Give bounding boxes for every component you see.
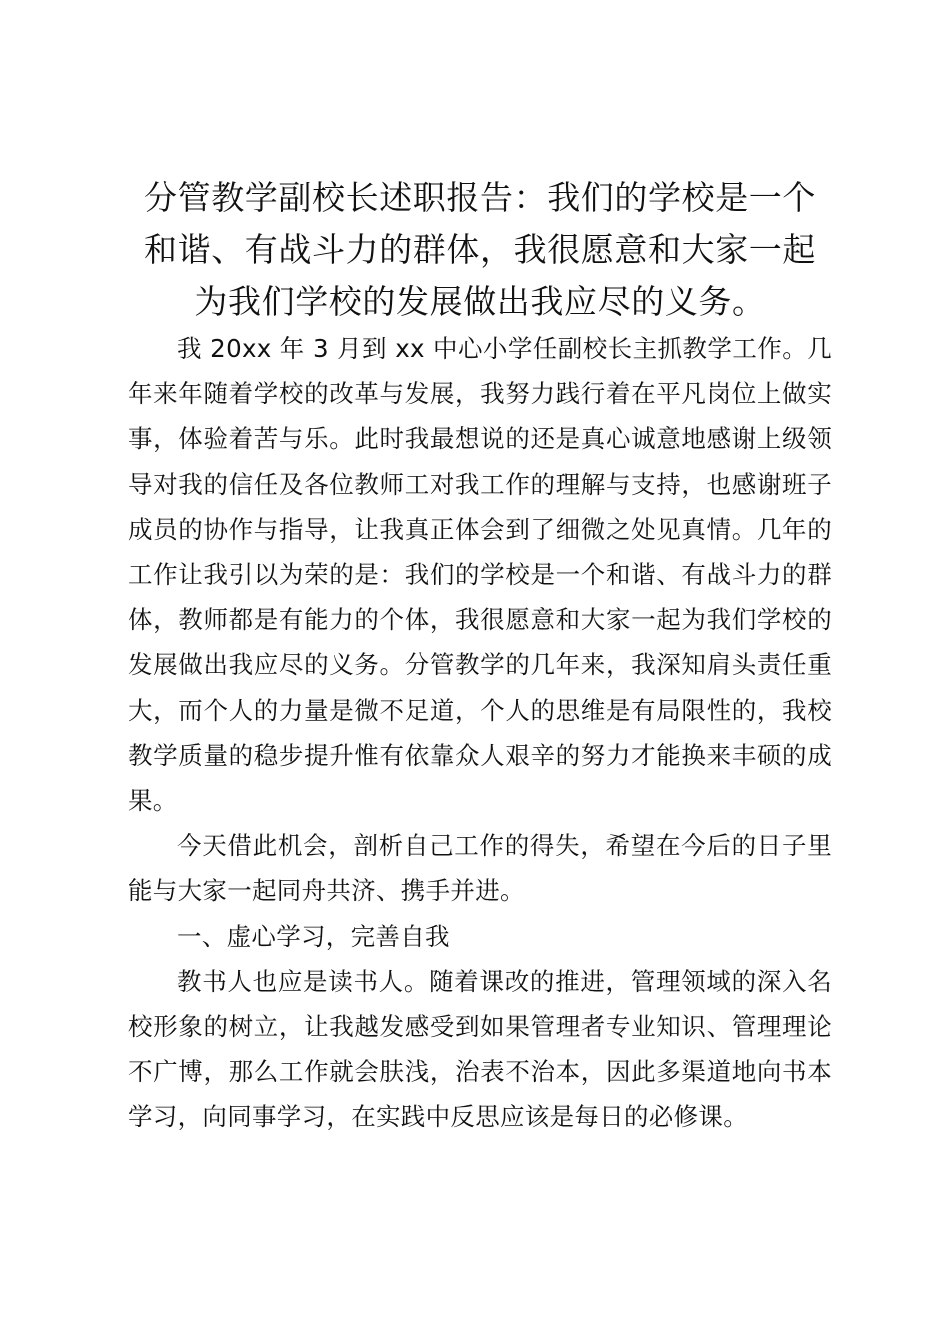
body-paragraph: 我 20xx 年 3 月到 xx 中心小学任副校长主抓教学工作。几年来年随着学校的改革与发展，我努力践行着在平凡岗位上做实事，体验着苦与乐。此时我最想说的还是真心诚意地感谢上级领导对我的信任及各位教师工对我工作的理解与支持，也感谢班子成员的协作与指导，让我真正体会到了细微之处见真情。几年的工作让我引以为荣的是：我们的学校是一个和谐、有战斗力的群体，教师都是有能力的个体，我很愿意和大家一起为我们学校的发展做出我应尽的义务。分管教学的几年来，我深知肩头责任重大，而个人的力量是微不足道，个人的思维是有局限性的，我校教学质量的稳步提升惟有依靠众人艰辛的努力才能换来丰硕的成果。 [128, 334, 832, 816]
body-paragraph: 今天借此机会，剖析自己工作的得失，希望在今后的日子里能与大家一起同舟共济、携手并进。 [128, 831, 832, 906]
document-title: 分管教学副校长述职报告：我们的学校是一个和谐、有战斗力的群体，我很愿意和大家一起为我们学校的发展做出我应尽的义务。 [144, 178, 816, 321]
section-paragraph: 教书人也应是读书人。随着课改的推进，管理领域的深入名校形象的树立，让我越发感受到如果管理者专业知识、管理理论不广博，那么工作就会肤浅，治表不治本，因此多渠道地向书本学习，向同事学习，在实践中反思应该是每日的必修课。 [128, 966, 832, 1132]
section-heading: 一、虚心学习，完善自我 [177, 921, 450, 951]
document-body [128, 326, 832, 1140]
